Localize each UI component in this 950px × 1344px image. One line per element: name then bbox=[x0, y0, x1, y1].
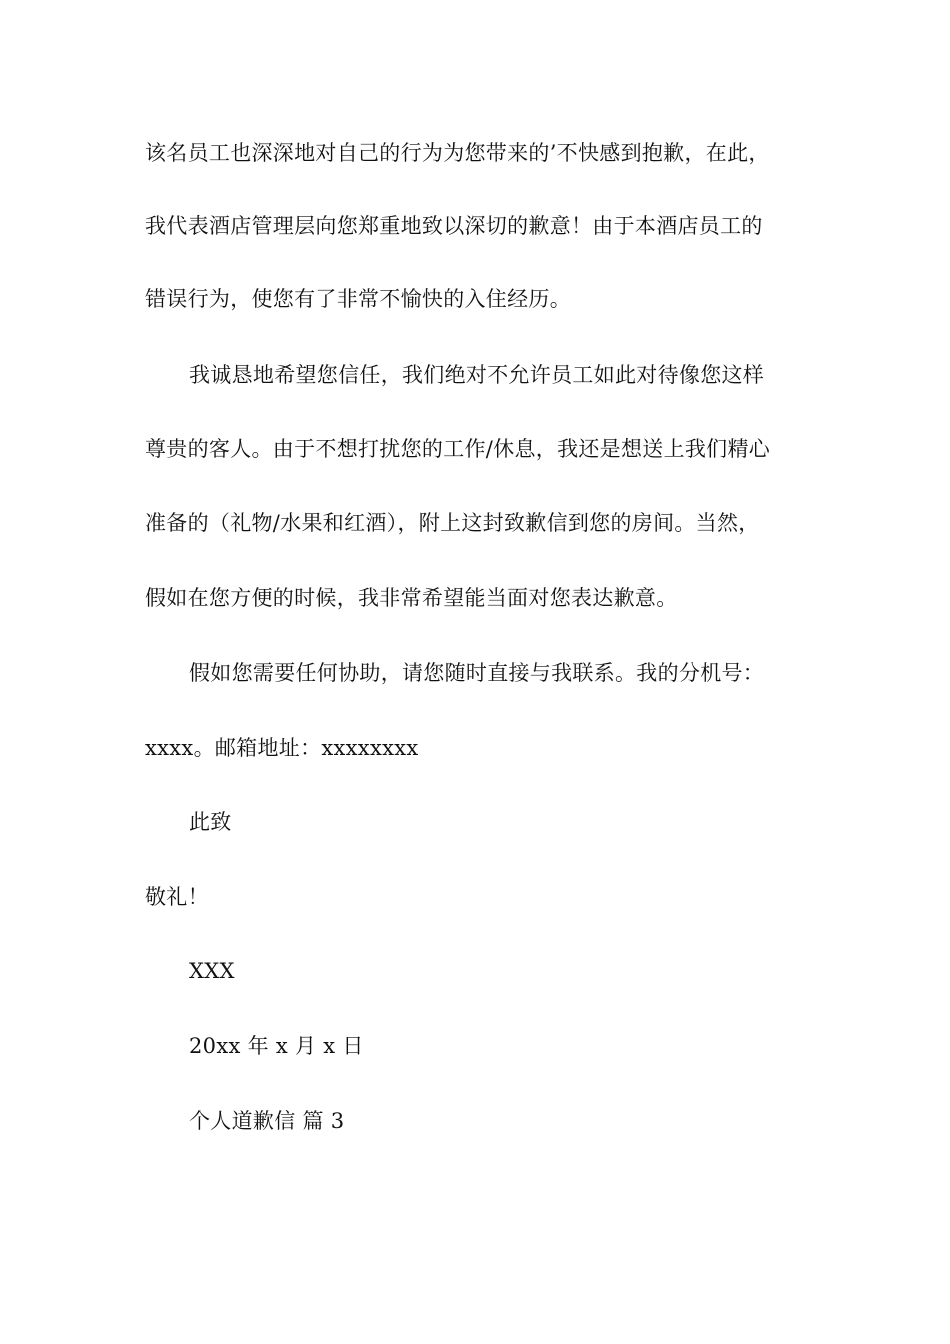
paragraph-line: 错误行为，使您有了非常不愉快的入住经历。 bbox=[145, 287, 571, 311]
section-heading: 个人道歉信 篇 3 bbox=[189, 1109, 345, 1133]
signature-name: XXX bbox=[189, 959, 235, 983]
paragraph-line: 假如在您方便的时候，我非常希望能当面对您表达歉意。 bbox=[145, 586, 678, 610]
paragraph-line: 尊贵的客人。由于不想打扰您的工作/休息，我还是想送上我们精心 bbox=[145, 437, 771, 461]
paragraph-line: 假如您需要任何协助，请您随时直接与我联系。我的分机号： bbox=[189, 661, 765, 685]
closing-line: 此致 bbox=[189, 810, 232, 834]
paragraph-line: 我代表酒店管理层向您郑重地致以深切的歉意！由于本酒店员工的 bbox=[145, 214, 763, 238]
paragraph-line: 准备的（礼物/水果和红酒），附上这封致歉信到您的房间。当然， bbox=[145, 511, 760, 535]
paragraph-line: 该名员工也深深地对自己的行为为您带来的’不快感到抱歉，在此， bbox=[145, 141, 770, 165]
salutation-line: 敬礼！ bbox=[145, 885, 209, 909]
signature-date: 20xx 年 x 月 x 日 bbox=[189, 1034, 364, 1058]
paragraph-line: 我诚恳地希望您信任，我们绝对不允许员工如此对待像您这样 bbox=[189, 363, 765, 387]
contact-line: xxxx。邮箱地址：xxxxxxxx bbox=[145, 736, 419, 760]
